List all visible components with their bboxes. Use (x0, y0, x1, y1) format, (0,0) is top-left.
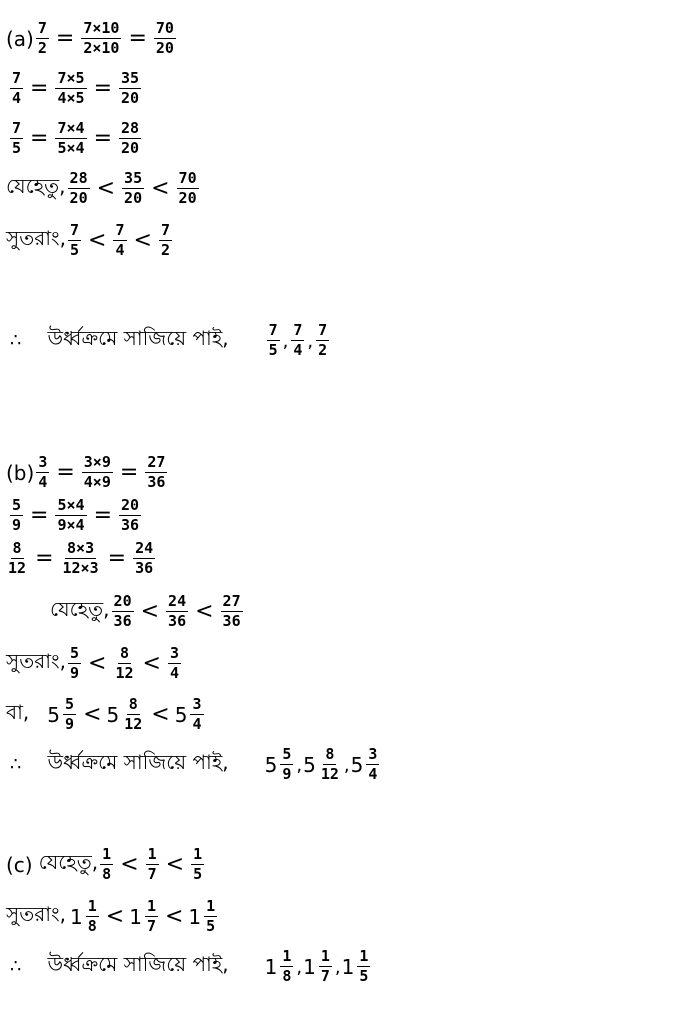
fraction: $\frac{7}{5}$ (12, 119, 22, 158)
less-than-sign: < (140, 599, 160, 625)
fraction: $\frac{1}{5}$ (359, 947, 369, 986)
ascending-label: উর্ধ্বক্রমে সাজিয়ে পাই, (47, 952, 229, 977)
fraction: $\frac{7}{4}$ (293, 321, 303, 360)
b-line-1 (6, 454, 169, 492)
fraction: $\frac{5}{9}$ (282, 745, 292, 784)
fraction: $\frac{8}{12}$ (320, 745, 339, 784)
or-label: বা, (6, 700, 30, 725)
fraction: $\frac{8}{12}$ (115, 644, 134, 683)
equals-sign: = (93, 76, 112, 102)
so-label: সুতরাং, (6, 649, 66, 674)
b-line-2 (8, 497, 143, 535)
equals-sign: = (30, 503, 49, 529)
c-line-1 (6, 846, 206, 884)
a-line-2 (8, 70, 143, 108)
less-than-sign: < (96, 176, 116, 202)
so-label: সুতরাং, (6, 902, 66, 927)
fraction: $\frac{8}{12}$ (8, 539, 27, 578)
fraction: $\frac{70}{20}$ (155, 19, 174, 58)
c-conclusion: ∴ উর্ধ্বক্রমে সাজিয়ে পাই, 1 $\frac{1}{8}$ , 1 $\frac{1}{7}$ , 1 $\frac{1}{5}$ (10, 947, 369, 986)
fraction: $\frac{7}{5}$ (268, 321, 278, 360)
less-than-sign: < (195, 599, 214, 625)
fraction: $\frac{7}{5}$ (70, 221, 80, 260)
fraction: $\frac{7\times 10}{2\times 10}$ (83, 19, 120, 58)
part-b-label: (b) (6, 460, 35, 485)
b-line-3 (4, 540, 157, 578)
less-than-sign: < (164, 904, 184, 930)
less-than-sign: < (88, 228, 107, 254)
fraction: $\frac{5\times 4}{9\times 4}$ (57, 496, 85, 535)
b-line-5 (6, 645, 183, 683)
fraction: $\frac{35}{20}$ (124, 169, 143, 208)
fraction: $\frac{35}{20}$ (121, 69, 140, 108)
equals-sign: = (128, 26, 147, 52)
fraction: $\frac{3}{4}$ (169, 644, 179, 683)
c-line-2: সুতরাং, 1 $\frac{1}{8}$ < 1 $\frac{1}{7}$ < 1 $\frac{1}{5}$ (6, 897, 216, 936)
less-than-sign: < (151, 702, 170, 728)
therefore-symbol: ∴ (10, 956, 22, 978)
fraction: $\frac{7}{2}$ (37, 19, 47, 58)
fraction: $\frac{1}{5}$ (193, 845, 203, 884)
equals-sign: = (93, 126, 112, 152)
fraction: $\frac{27}{36}$ (147, 453, 166, 492)
less-than-sign: < (120, 852, 139, 878)
less-than-sign: < (142, 651, 161, 677)
less-than-sign: < (83, 702, 102, 728)
a-line-4 (6, 170, 201, 208)
less-than-sign: < (88, 651, 107, 677)
equals-sign: = (119, 460, 139, 486)
fraction: $\frac{3}{4}$ (38, 453, 48, 492)
fraction: $\frac{27}{36}$ (222, 592, 241, 631)
fraction: $\frac{1}{8}$ (102, 845, 112, 884)
less-than-sign: < (105, 904, 125, 930)
fraction: $\frac{7\times 5}{4\times 5}$ (57, 69, 85, 108)
fraction: $\frac{28}{20}$ (69, 169, 88, 208)
so-label: সুতরাং, (6, 226, 66, 251)
fraction: $\frac{7}{2}$ (318, 321, 328, 360)
ascending-label: উর্ধ্বক্রমে সাজিয়ে পাই, (47, 750, 229, 775)
less-than-sign: < (133, 228, 152, 254)
fraction: $\frac{3}{4}$ (368, 745, 378, 784)
fraction: $\frac{70}{20}$ (178, 169, 197, 208)
fraction: $\frac{8}{12}$ (124, 695, 143, 734)
fraction: $\frac{24}{36}$ (135, 539, 154, 578)
less-than-sign: < (151, 176, 170, 202)
since-label: যেহেতু, (6, 174, 66, 199)
equals-sign: = (30, 76, 49, 102)
fraction: $\frac{1}{8}$ (87, 897, 97, 936)
b-line-4 (50, 593, 245, 631)
equals-sign: = (107, 546, 127, 572)
fraction: $\frac{1}{8}$ (282, 947, 292, 986)
fraction: $\frac{5}{9}$ (65, 695, 75, 734)
therefore-symbol: ∴ (10, 754, 22, 776)
a-line-5 (6, 222, 174, 260)
equals-sign: = (93, 503, 112, 529)
fraction: $\frac{5}{9}$ (12, 496, 22, 535)
fraction: $\frac{7}{4}$ (115, 221, 125, 260)
fraction: $\frac{7}{2}$ (160, 221, 170, 260)
fraction: $\frac{1}{7}$ (320, 947, 330, 986)
b-conclusion: ∴ উর্ধ্বক্রমে সাজিয়ে পাই, 5 $\frac{5}{9}$ , 5 $\frac{8}{12}$ , 5 $\frac{3}{4}$ (10, 745, 378, 784)
fraction: $\frac{8\times 3}{12\times 3}$ (62, 539, 99, 578)
fraction: $\frac{3}{4}$ (192, 695, 202, 734)
equals-sign: = (56, 460, 75, 486)
since-label: যেহেতু, (50, 597, 110, 622)
fraction: $\frac{7}{4}$ (12, 69, 22, 108)
fraction: $\frac{5}{9}$ (70, 644, 80, 683)
a-conclusion: ∴ উর্ধ্বক্রমে সাজিয়ে পাই, $\frac{7}{5}$ , $\frac{7}{4}$ , $\frac{7}{2}$ (10, 321, 328, 360)
fraction: $\frac{24}{36}$ (168, 592, 187, 631)
since-label: যেহেতু, (38, 850, 99, 875)
b-line-6: বা, 5 $\frac{5}{9}$ < 5 $\frac{8}{12}$ < 5 $\frac{3}{4}$ (6, 695, 202, 734)
equals-sign: = (55, 26, 75, 52)
fraction: $\frac{1}{5}$ (206, 897, 216, 936)
fraction: $\frac{3\times 9}{4\times 9}$ (83, 453, 111, 492)
a-line-3 (8, 120, 143, 158)
equals-sign: = (30, 126, 49, 152)
therefore-symbol: ∴ (10, 330, 22, 352)
fraction: $\frac{20}{36}$ (121, 496, 140, 535)
fraction: $\frac{20}{36}$ (113, 592, 132, 631)
fraction: $\frac{1}{7}$ (146, 897, 156, 936)
equals-sign: = (35, 546, 54, 572)
part-c-label: (c) (6, 852, 33, 877)
a-line-1 (6, 20, 178, 58)
fraction: $\frac{1}{7}$ (147, 845, 157, 884)
part-a-label: (a) (6, 26, 34, 51)
less-than-sign: < (165, 852, 185, 878)
ascending-label: উর্ধ্বক্রমে সাজিয়ে পাই, (47, 326, 229, 351)
fraction: $\frac{28}{20}$ (121, 119, 140, 158)
fraction: $\frac{7\times 4}{5\times 4}$ (57, 119, 85, 158)
